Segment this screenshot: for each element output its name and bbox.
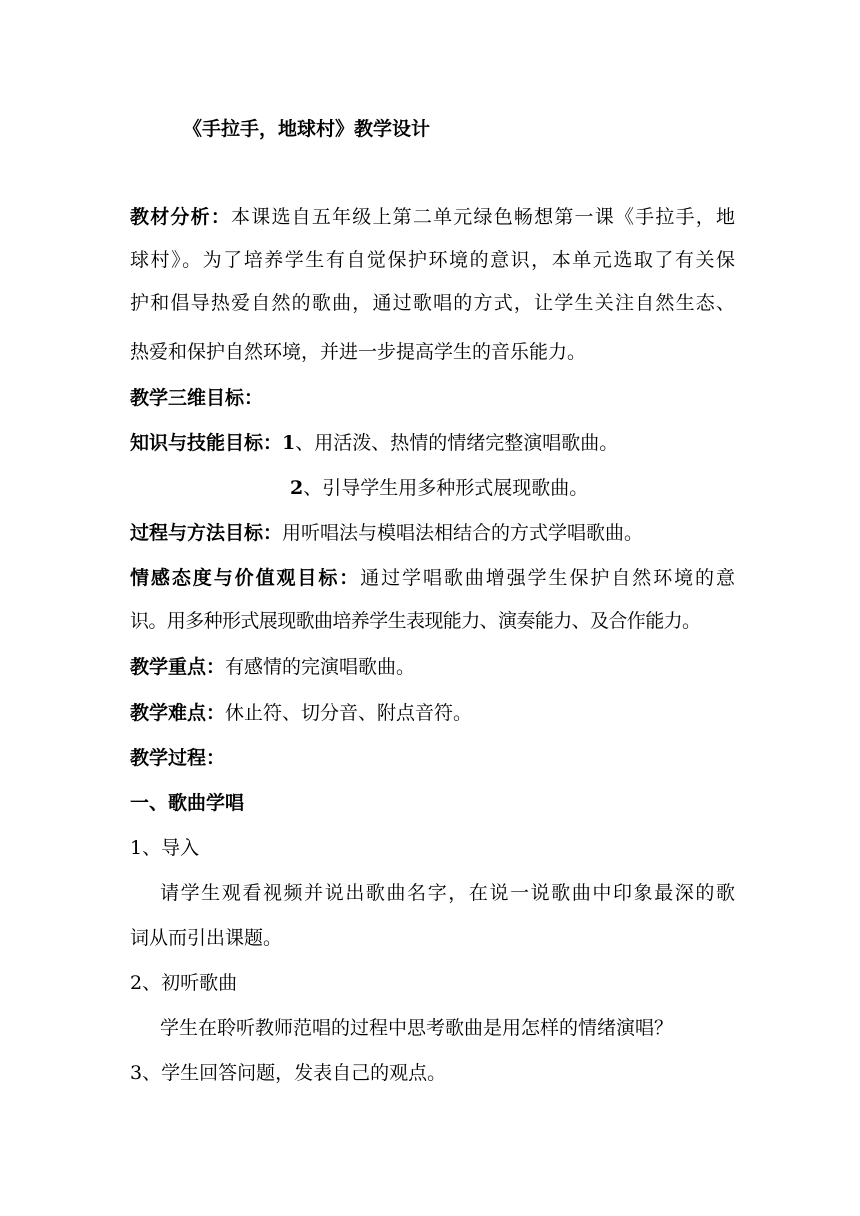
knowledge-item2-text: 、引导学生用多种形式展现歌曲。 — [303, 477, 589, 499]
goals-heading: 教学三维目标： — [130, 387, 264, 409]
process-goal-label: 过程与方法目标： — [130, 522, 283, 544]
knowledge-item1-num: 1 — [282, 432, 296, 454]
key-point-text: 有感情的完演唱歌曲。 — [225, 656, 416, 678]
difficulty-label: 教学难点： — [130, 702, 226, 724]
step-2-line-1: 学生在聆听教师范唱的过程中思考歌曲是用怎样的情绪演唱？ — [160, 1017, 674, 1039]
knowledge-goal-2 — [290, 473, 588, 503]
section-heading-1: 一、歌曲学唱 — [130, 792, 245, 814]
page-title: 《手拉手，地球村》教学设计 — [183, 118, 431, 140]
key-point — [130, 652, 735, 682]
difficulty — [130, 698, 735, 728]
step-1-label: 1、导入 — [130, 837, 200, 859]
knowledge-label: 知识与技能目标： — [130, 432, 283, 454]
analysis-text-1: 本课选自五年级上第二单元绿色畅想第一课《手拉手，地 — [231, 206, 735, 228]
process-goal — [130, 518, 735, 548]
step-1-line-2: 词从而引出课题。 — [130, 927, 283, 949]
analysis-line-4: 热爱和保护自然环境，并进一步提高学生的音乐能力。 — [130, 341, 587, 363]
process-heading: 教学过程： — [130, 747, 226, 769]
knowledge-goal — [130, 428, 735, 458]
key-point-label: 教学重点： — [130, 656, 226, 678]
analysis-line-3: 护和倡导热爱自然的歌曲，通过歌唱的方式，让学生关注自然生态、 — [130, 292, 735, 314]
step-3-label: 3、学生回答问题，发表自己的观点。 — [130, 1062, 447, 1084]
knowledge-item2-num: 2 — [290, 477, 304, 499]
analysis-line-2: 球村》。为了培养学生有自觉保护环境的意识，本单元选取了有关保 — [130, 249, 735, 271]
analysis-line-1 — [130, 202, 735, 232]
emotion-goal-label: 情感态度与价值观目标： — [130, 567, 361, 589]
process-goal-text: 用听唱法与模唱法相结合的方式学唱歌曲。 — [282, 522, 644, 544]
analysis-label: 教材分析： — [130, 206, 232, 228]
emotion-goal-line-2: 识。用多种形式展现歌曲培养学生表现能力、演奏能力、及合作能力。 — [130, 610, 701, 632]
step-1-line-1: 请学生观看视频并说出歌曲名字，在说一说歌曲中印象最深的歌 — [160, 882, 735, 904]
step-2-label: 2、初听歌曲 — [130, 972, 238, 994]
emotion-goal-line-1 — [130, 563, 735, 593]
emotion-goal-text-1: 通过学唱歌曲增强学生保护自然环境的意 — [360, 567, 735, 589]
knowledge-item1-text: 、用活泼、热情的情绪完整演唱歌曲。 — [295, 432, 619, 454]
difficulty-text: 休止符、切分音、附点音符。 — [225, 702, 473, 724]
